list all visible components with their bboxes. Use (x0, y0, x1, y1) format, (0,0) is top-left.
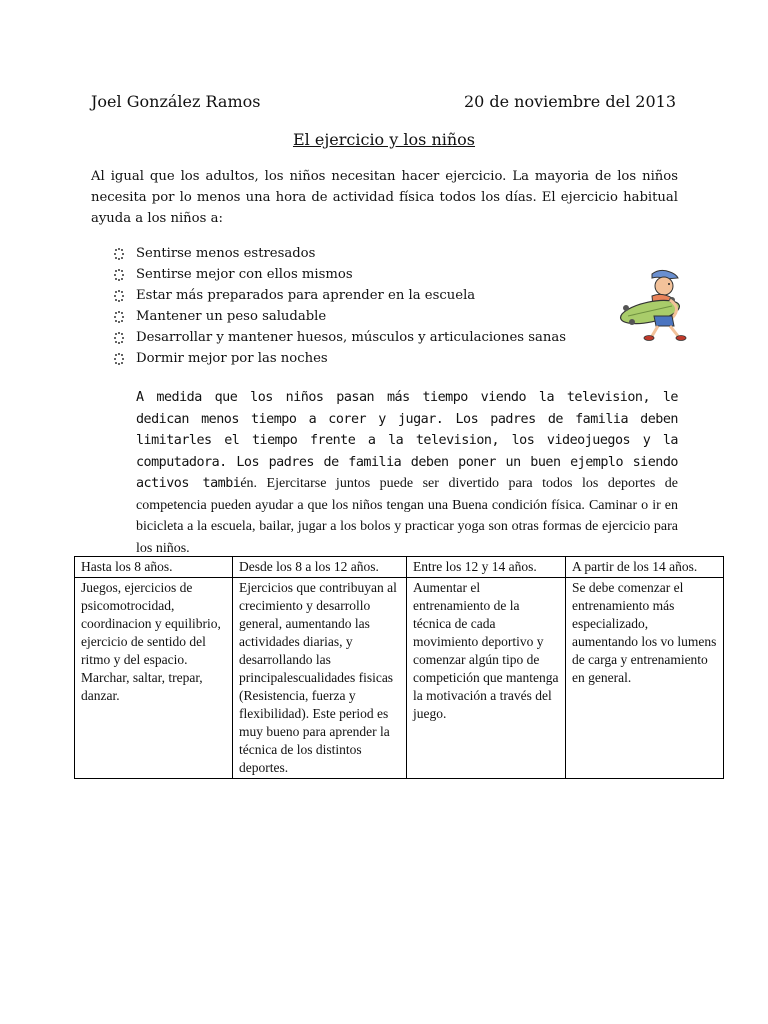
table-cell: Juegos, ejercicios de psicomotrocidad, coordinacion y equilibrio, ejercicio de sentido del ritmo y del espacio. Marchar, saltar, trepar, danzar. (75, 578, 233, 779)
list-item (112, 306, 566, 327)
dotted-bullet-icon (112, 331, 130, 345)
list-item-text: Mantener un peso saludable (136, 309, 327, 324)
age-exercise-table (74, 556, 724, 779)
table-cell: Se debe comenzar el entrenamiento más especializado, aumentando los vo lumens de carga y entrenamiento en general. (566, 578, 724, 779)
table-header-row (75, 557, 724, 578)
table-header-cell: Entre los 12 y 14 años. (407, 557, 566, 578)
list-item (112, 285, 566, 306)
list-item-text: Desarrollar y mantener huesos, músculos y articulaciones sanas (136, 330, 566, 345)
intro-paragraph: Al igual que los adultos, los niños necesitan hacer ejercicio. La mayoria de los niños necesita por lo menos una hora de actividad física todos los días. El ejercicio habitual ayuda a los niños a: (91, 169, 678, 226)
table-cell: Aumentar el entrenamiento de la técnica de cada movimiento deportivo y comenzar algún tipo de competición que mantenga la motivación a través del juego. (407, 578, 566, 779)
list-item (112, 264, 566, 285)
header-author: Joel González Ramos (91, 92, 261, 111)
body-paragraph-part2: én. Ejercitarse juntos puede ser divertido para todos los deportes de competencia pueden ayudar a que los niños tengan una Buena condición física. Caminar o ir en bicicleta a la escuela, bailar, jugar a los bolos y practicar yoga son otras formas de ejercicio para los niños. (136, 476, 678, 556)
dotted-bullet-icon (112, 289, 130, 303)
dotted-bullet-icon (112, 352, 130, 366)
list-item (112, 348, 566, 369)
list-item-text: Sentirse mejor con ellos mismos (136, 267, 353, 282)
list-item (112, 327, 566, 348)
body-paragraph-part1: A medida que los niños pasan más tiempo viendo la television, le dedican menos tiempo a corer y jugar. Los padres de familia deben limitarles el tiempo frente a la television, los videojuegos y la computadora. Los padres de familia deben poner un buen ejemplo siendo activos tambi (136, 390, 678, 491)
benefits-list (112, 243, 566, 369)
list-item (112, 243, 566, 264)
table-header-cell: Hasta los 8 años. (75, 557, 233, 578)
dotted-bullet-icon (112, 247, 130, 261)
body-paragraph (136, 387, 678, 559)
table-cell: Ejercicios que contribuyan al crecimiento y desarrollo general, aumentando las actividades diarias, y desarrollando las principalescualidades fisicas (Resistencia, fuerza y flexibilidad). Este period es muy bueno para aprender la técnica de los distintos deportes. (233, 578, 407, 779)
table-header-cell: A partir de los 14 años. (566, 557, 724, 578)
list-item-text: Sentirse menos estresados (136, 246, 316, 261)
dotted-bullet-icon (112, 310, 130, 324)
table-row (75, 578, 724, 779)
document-title: El ejercicio y los niños (292, 130, 476, 149)
boy-carrying-skateboard-illustration (612, 268, 690, 344)
list-item-text: Estar más preparados para aprender en la escuela (136, 288, 476, 303)
header-date: 20 de noviembre del 2013 (463, 92, 676, 111)
list-item-text: Dormir mejor por las noches (136, 351, 328, 366)
dotted-bullet-icon (112, 268, 130, 282)
table-header-cell: Desde los 8 a los 12 años. (233, 557, 407, 578)
